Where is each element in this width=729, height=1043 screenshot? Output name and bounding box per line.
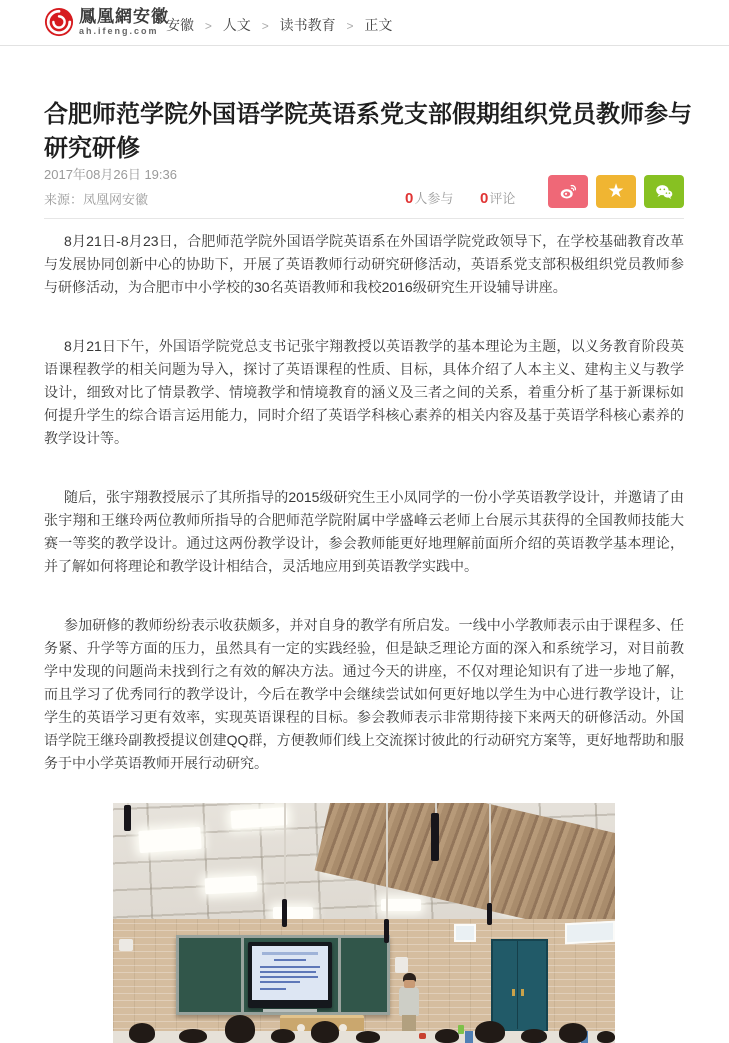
breadcrumb-item-zhengwen: 正文	[364, 17, 393, 33]
presentation-slide	[252, 946, 328, 1000]
weibo-icon	[557, 182, 579, 202]
article-source	[44, 189, 148, 208]
student-head	[179, 1029, 207, 1043]
breadcrumb-separator-icon: >	[346, 19, 354, 33]
article-photo-classroom	[113, 803, 615, 1043]
participate-number: 0	[405, 190, 414, 207]
door-handle	[521, 989, 524, 996]
breadcrumb-separator-icon: >	[204, 19, 212, 33]
comment-label: 评论	[489, 191, 516, 206]
wall-camera	[119, 939, 133, 951]
hanging-microphone	[384, 919, 389, 943]
mic-rod	[386, 803, 388, 919]
hanging-microphone	[431, 813, 439, 861]
breadcrumb-separator-icon: >	[261, 19, 269, 33]
wall-speaker	[395, 957, 408, 973]
student-head	[435, 1029, 459, 1043]
paragraph-2: 8月21日下午，外国语学院党总支书记张宇翔教授以英语教学的基本理论为主题，以义务教育阶段英语课程教学的相关问题为导入，探讨了英语课程的性质、目标，具体介绍了人本主义、建构主义与教学设计，细致对比了情景教学、情境教学和情境教育的涵义及三者之间的关系，着重分析了基于新课标如何提升学生的综合语言运用能力，同时介绍了英语学科核心素养的相关内容及基于英语学科核心素养的教学设计等。	[44, 338, 684, 446]
breadcrumb-item-dushujiaoyu[interactable]: 读书教育	[279, 17, 336, 33]
student-head	[225, 1015, 255, 1043]
mic-rod	[489, 803, 491, 903]
student-head	[129, 1023, 155, 1043]
article-meta	[44, 162, 684, 218]
paragraph-1: 8月21日-8月23日，合肥师范学院外国语学院英语系在外国语学院党政领导下，在学校基础教育改革与发展协同创新中心的协助下，开展了英语教师行动研究研修活动，英语系党支部积极组织党员教师参与研修活动，为合肥市中小学校的30名英语教师和我校2016级研究生开设辅导讲座。	[44, 233, 684, 295]
source-label: 来源：	[44, 192, 84, 207]
participate-label: 人参与	[414, 191, 454, 206]
paragraph-4: 参加研修的教师纷纷表示收获颇多，并对自身的教学有所启发。一线中小学教师表示由于课程多、任务紧、升学等方面的压力，虽然具有一定的实践经验，但是缺乏理论方面的深入和系统学习，对目前教学中发现的问题尚未找到行之有效的解决方法。通过今天的讲座，不仅对理论知识有了进一步地了解，而且学习了优秀同行的教学设计，今后在教学中会继续尝试如何更好地以学生为中心进行教学设计，让学生的英语学习更有效率，实现英语课程的目标。参会教师表示非常期待接下来两天的研修活动。外国语学院王继玲副教授提议创建QQ群，方便教师们线上交流探讨彼此的行动研究方案等，更好地帮助和服务于中小学英语教师开展行动研究。	[44, 617, 684, 771]
screen-tray	[263, 1009, 317, 1012]
site-logo[interactable]	[44, 7, 169, 37]
cup-on-desk	[458, 1025, 464, 1034]
meta-divider	[44, 218, 684, 219]
ceiling-light	[205, 876, 258, 895]
breadcrumb-item-renwen[interactable]: 人文	[222, 17, 251, 33]
student-head	[559, 1023, 587, 1043]
classroom-door	[491, 939, 548, 1035]
breadcrumb	[166, 15, 392, 35]
hanging-microphone	[282, 899, 287, 927]
desk-leg	[465, 1031, 473, 1043]
share-wechat-button[interactable]	[644, 175, 684, 208]
student-head	[311, 1021, 339, 1043]
comment-number: 0	[480, 190, 489, 207]
phoenix-logo-icon	[44, 7, 74, 37]
student-head	[521, 1029, 547, 1043]
wechat-icon	[653, 182, 675, 202]
student-head	[597, 1031, 615, 1043]
share-buttons	[548, 175, 684, 208]
wall-window-small	[454, 924, 476, 942]
share-favorite-button[interactable]	[596, 175, 636, 208]
ceiling-light	[138, 827, 201, 853]
breadcrumb-item-anhui[interactable]: 安徽	[166, 17, 194, 33]
presenter-face	[404, 980, 415, 988]
page-title: 合肥师范学院外国语学院英语系党支部假期组织党员教师参与研究研修	[44, 101, 692, 163]
student-head	[475, 1021, 505, 1043]
article-body	[44, 230, 684, 811]
star-icon: ★	[607, 181, 625, 202]
logo-title: 鳳凰網安徽	[79, 7, 169, 26]
mic-rod	[284, 803, 286, 899]
chalkboard-frame	[338, 935, 341, 1015]
red-object	[419, 1033, 426, 1039]
ceiling-light	[273, 907, 313, 919]
participate-count[interactable]	[405, 188, 453, 207]
paragraph-3: 随后，张宇翔教授展示了其所指导的2015级研究生王小凤同学的一份小学英语教学设计，并邀请了由张宇翔和王继玲两位教师所指导的合肥师范学院附属中学盛峰云老师上台展示其获得的全国教师技能大赛一等奖的教学设计。通过这两份教学设计，参会教师能更好地理解前面所介绍的英语教学基本理论，并了解如何将理论和教学设计相结合，灵活地应用到英语教学实践中。	[44, 489, 684, 574]
logo-subtitle: ah.ifeng.com	[79, 26, 159, 36]
publish-date: 2017年08月26日 19:36	[44, 167, 177, 182]
logo-text	[79, 8, 169, 36]
student-head	[271, 1029, 295, 1043]
share-weibo-button[interactable]	[548, 175, 588, 208]
source-name: 凤凰网安徽	[83, 192, 149, 207]
site-header	[0, 0, 729, 46]
wall-window	[565, 921, 615, 945]
presenter-body	[399, 987, 419, 1016]
comment-count[interactable]	[480, 188, 515, 207]
hanging-microphone	[487, 903, 492, 925]
mic-rod	[435, 803, 437, 813]
student-head	[356, 1031, 380, 1043]
door-split	[517, 941, 518, 1029]
door-handle	[512, 989, 515, 996]
hanging-microphone	[124, 805, 131, 831]
chalkboard-frame	[241, 935, 244, 1015]
